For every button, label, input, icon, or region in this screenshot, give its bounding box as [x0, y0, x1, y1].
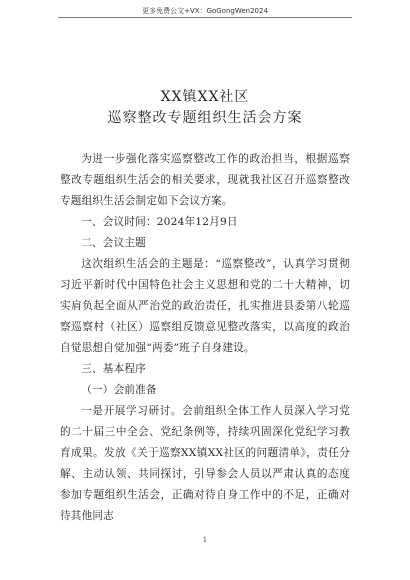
- theme-paragraph: 这次组织生活会的主题是：“巡察整改”，认真学习贯彻习近平新时代中国特色社会主义思想和党的二十大精神，切实肩负起全面从严治党的政治责任，扎实推进县委第八轮巡察巡察村（社区）巡察组反馈意见整改落实，以高度的政治自觉思想自觉加强“两委”班子自身建设。: [60, 258, 350, 354]
- subsection-heading-preparation: （一）会前准备: [81, 384, 157, 396]
- document-title-line2: 巡察整改专题组织生活会方案: [107, 110, 303, 126]
- section-heading-meeting-time: 一、会议时间：2024年12月9日: [81, 216, 238, 228]
- intro-paragraph: 为进一步强化落实巡察整改工作的政治担当，根据巡察整改专题组织生活会的相关要求，现就我社区召开巡察整改专题组织生活会制定如下会议方案。: [60, 153, 350, 207]
- page-number: 1: [202, 536, 208, 544]
- header-divider: [58, 17, 352, 18]
- document-body: [60, 149, 350, 527]
- section-heading-procedure: 三、基本程序: [81, 363, 146, 375]
- document-title-line1: XX镇XX社区: [160, 89, 250, 105]
- section-heading-meeting-theme: 二、会议主题: [81, 237, 146, 249]
- page-header: 更多免费公文+VX：GoGongWen2024: [142, 7, 268, 15]
- preparation-paragraph: 一是开展学习研讨。会前组织全体工作人员深入学习党的二十届三中全会、党纪条例等，持续巩固深化党纪学习教育成果。发放《关于巡察XX镇XX社区的问题清单》，责任分解、主动认领、共同探讨，引导参会人员以严肃认真的态度参加专题组织生活会，正确对待自身工作中的不足，正确对待其他同志: [60, 405, 350, 522]
